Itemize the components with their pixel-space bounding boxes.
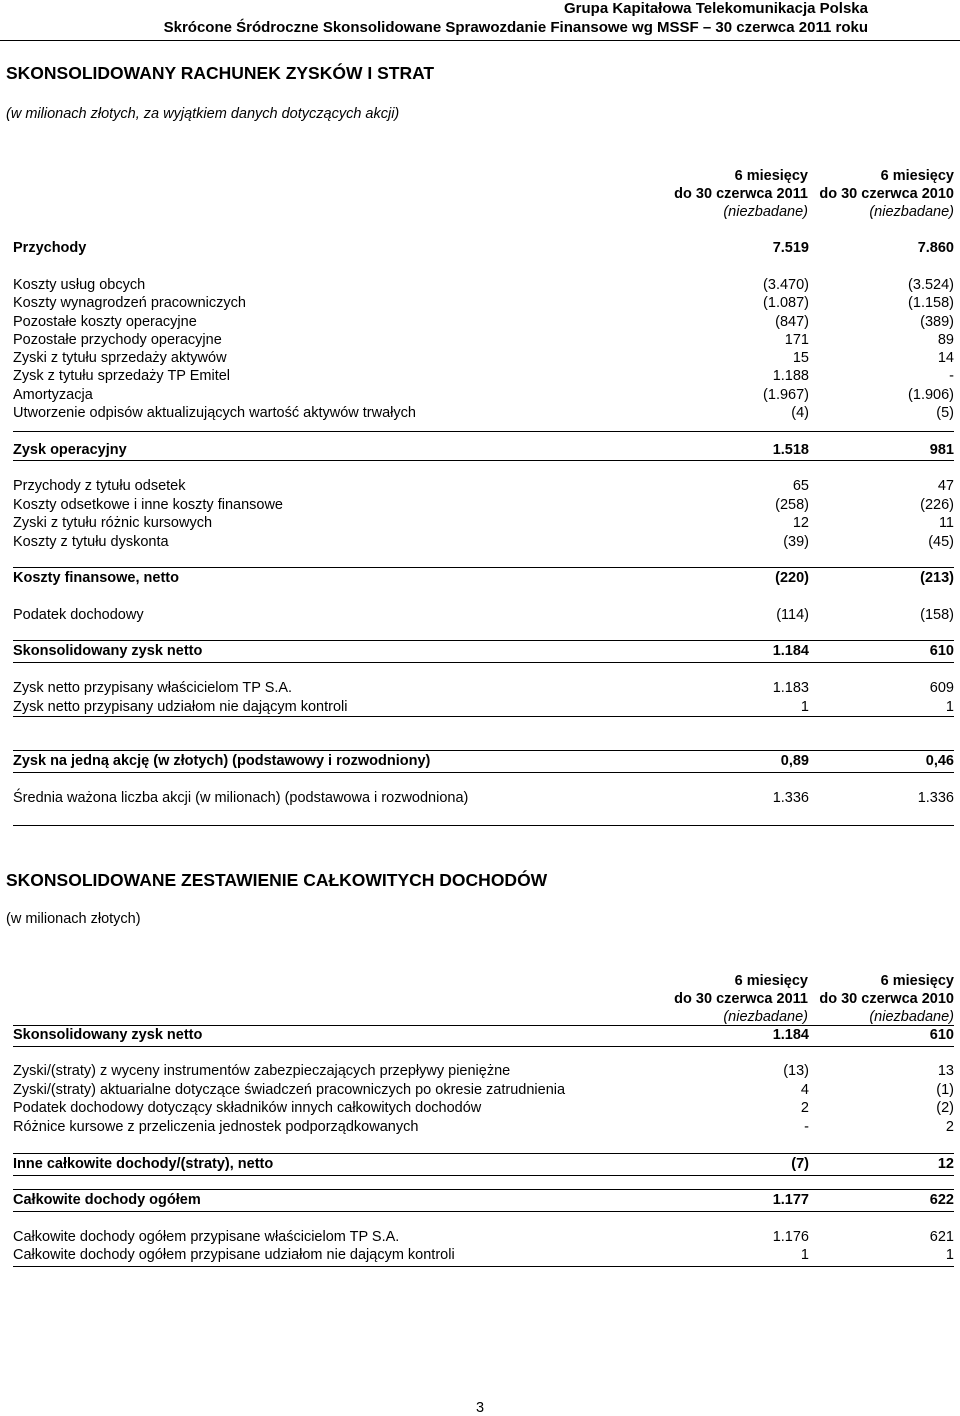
row-value-2011: - <box>804 1119 809 1135</box>
row-label: Koszty odsetkowe i inne koszty finansowe <box>13 497 283 513</box>
col-period: 6 miesięcy <box>880 168 954 184</box>
col-date: do 30 czerwca 2010 <box>819 186 954 202</box>
row-value-2010: (1.158) <box>908 295 954 311</box>
row-label: Skonsolidowany zysk netto <box>13 643 203 659</box>
row-label: Zysk z tytułu sprzedaży TP Emitel <box>13 368 231 384</box>
comprehensive-income-title: SKONSOLIDOWANE ZESTAWIENIE CAŁKOWITYCH DOCHODÓW <box>6 870 548 890</box>
row-label: Zysk operacyjny <box>13 442 127 458</box>
row-value-2010: 7.860 <box>917 240 954 256</box>
row-label: Koszty wynagrodzeń pracowniczych <box>13 295 246 311</box>
row-value-2011: (1.967) <box>763 387 809 403</box>
row-value-2010: 13 <box>937 1063 954 1079</box>
separator-line <box>13 750 954 751</box>
row-value-2010: 12 <box>937 1156 954 1172</box>
row-other-comprehensive-income <box>13 1156 954 1175</box>
separator-line <box>13 431 954 432</box>
row-net-finance-costs <box>13 570 954 589</box>
table-row <box>13 405 954 424</box>
table-row <box>13 368 954 387</box>
table-row <box>13 515 954 534</box>
row-label: Zyski/(straty) z wyceny instrumentów zabezpieczających przepływy pieniężne <box>13 1063 511 1079</box>
table-row <box>13 332 954 351</box>
row-value-2010: (1.906) <box>908 387 954 403</box>
row-value-2011: 4 <box>800 1082 809 1098</box>
row-value-2011: 1.188 <box>772 368 809 384</box>
separator-line <box>13 716 954 717</box>
row-value-2011: 12 <box>792 515 809 531</box>
row-label: Przychody z tytułu odsetek <box>13 478 186 494</box>
table-row <box>13 534 954 553</box>
row-value-2011: 1.184 <box>772 1027 809 1043</box>
row-value-2010: 981 <box>929 442 954 458</box>
row-value-2011: (114) <box>776 607 809 623</box>
row-total-comprehensive-income <box>13 1192 954 1211</box>
row-value-2011: 171 <box>784 332 809 348</box>
header-rule <box>0 40 960 41</box>
row-value-2010: (389) <box>920 314 954 330</box>
row-value-2010: 47 <box>937 478 954 494</box>
table-row <box>13 1247 954 1266</box>
table-row <box>13 1063 954 1082</box>
row-label: Podatek dochodowy dotyczący składników innych całkowitych dochodów <box>13 1100 482 1116</box>
row-value-2010: (158) <box>920 607 954 623</box>
row-value-2010: 610 <box>929 643 954 659</box>
table-row <box>13 680 954 699</box>
row-label: Zyski z tytułu różnic kursowych <box>13 515 213 531</box>
row-value-2010: - <box>949 368 954 384</box>
row-value-2010: 622 <box>929 1192 954 1208</box>
row-value-2011: 1 <box>800 1247 809 1263</box>
col-date: do 30 czerwca 2011 <box>674 186 808 202</box>
table-row <box>13 1229 954 1248</box>
row-value-2010: 609 <box>929 680 954 696</box>
row-value-2011: (1.087) <box>763 295 809 311</box>
separator-line <box>13 567 954 568</box>
row-label: Różnice kursowe z przeliczenia jednostek podporządkowanych <box>13 1119 419 1135</box>
col-audit-status: (niezbadane) <box>723 204 808 220</box>
table-row <box>13 497 954 516</box>
separator-line <box>13 1046 954 1047</box>
table-row <box>13 277 954 296</box>
row-value-2010: 89 <box>937 332 954 348</box>
row-label: Utworzenie odpisów aktualizujących wartość aktywów trwałych <box>13 405 416 421</box>
comprehensive-col1-header <box>674 972 808 1026</box>
row-label: Amortyzacja <box>13 387 93 403</box>
row-value-2011: (3.470) <box>763 277 809 293</box>
row-value-2011: 1.176 <box>772 1229 809 1245</box>
row-value-2011: (7) <box>791 1156 809 1172</box>
row-value-2010: 1 <box>945 699 954 715</box>
report-title: Skrócone Śródroczne Skonsolidowane Sprawozdanie Finansowe wg MSSF – 30 czerwca 2011 roku <box>163 19 868 36</box>
row-value-2010: 14 <box>937 350 954 366</box>
col-audit-status: (niezbadane) <box>723 1009 808 1025</box>
col-audit-status: (niezbadane) <box>869 1009 954 1025</box>
col-date: do 30 czerwca 2010 <box>819 991 954 1007</box>
row-revenue <box>13 240 954 259</box>
row-value-2010: (2) <box>936 1100 954 1116</box>
row-label: Pozostałe przychody operacyjne <box>13 332 222 348</box>
separator-line <box>13 772 954 773</box>
row-label: Koszty finansowe, netto <box>13 570 179 586</box>
row-value-2010: (5) <box>936 405 954 421</box>
col-period: 6 miesięcy <box>734 168 808 184</box>
row-value-2011: 2 <box>800 1100 809 1116</box>
separator-line <box>13 640 954 641</box>
separator-line <box>13 825 954 826</box>
row-value-2011: 1.184 <box>772 643 809 659</box>
col-period: 6 miesięcy <box>880 973 954 989</box>
table-row <box>13 350 954 369</box>
separator-line <box>13 1211 954 1212</box>
row-label: Koszty usług obcych <box>13 277 146 293</box>
page-number: 3 <box>475 1400 485 1416</box>
table-row <box>13 607 954 626</box>
company-name: Grupa Kapitałowa Telekomunikacja Polska <box>564 0 868 17</box>
row-value-2011: (258) <box>775 497 809 513</box>
row-label: Całkowite dochody ogółem <box>13 1192 201 1208</box>
row-value-2010: (213) <box>920 570 954 586</box>
row-label: Zysk na jedną akcję (w złotych) (podstawowy i rozwodniony) <box>13 753 431 769</box>
row-value-2010: (226) <box>920 497 954 513</box>
table-row <box>13 1119 954 1138</box>
row-net-profit <box>13 643 954 662</box>
income-col1-header <box>674 167 808 221</box>
row-value-2010: (1) <box>936 1082 954 1098</box>
row-value-2011: (847) <box>775 314 809 330</box>
row-value-2010: 621 <box>929 1229 954 1245</box>
row-value-2011: 65 <box>792 478 809 494</box>
row-value-2011: (220) <box>775 570 809 586</box>
col-audit-status: (niezbadane) <box>869 204 954 220</box>
row-label: Średnia ważona liczba akcji (w milionach) (podstawowa i rozwodniona) <box>13 790 469 806</box>
row-value-2011: 7.519 <box>772 240 809 256</box>
row-eps <box>13 753 954 772</box>
row-label: Zyski/(straty) aktuarialne dotyczące świadczeń pracowniczych po okresie zatrudnienia <box>13 1082 566 1098</box>
table-row <box>13 314 954 333</box>
row-value-2011: 1.177 <box>772 1192 809 1208</box>
row-value-2011: 1.336 <box>772 790 809 806</box>
table-row <box>13 295 954 314</box>
separator-line <box>13 662 954 663</box>
row-value-2010: (45) <box>928 534 954 550</box>
row-value-2011: 15 <box>792 350 809 366</box>
row-value-2011: 1.518 <box>772 442 809 458</box>
income-col2-header <box>819 167 954 221</box>
col-date: do 30 czerwca 2011 <box>674 991 808 1007</box>
row-net-profit <box>13 1027 954 1046</box>
row-label: Koszty z tytułu dyskonta <box>13 534 169 550</box>
col-period: 6 miesięcy <box>734 973 808 989</box>
row-value-2010: 1 <box>945 1247 954 1263</box>
row-label: Skonsolidowany zysk netto <box>13 1027 203 1043</box>
comprehensive-col2-header <box>819 972 954 1026</box>
row-value-2011: (39) <box>783 534 809 550</box>
row-label: Całkowite dochody ogółem przypisane udziałom nie dającym kontroli <box>13 1247 455 1263</box>
income-statement-subtitle: (w milionach złotych, za wyjątkiem danych dotyczących akcji) <box>6 106 400 122</box>
table-row <box>13 478 954 497</box>
separator-line <box>13 1266 954 1267</box>
row-label: Inne całkowite dochody/(straty), netto <box>13 1156 274 1172</box>
row-label: Podatek dochodowy <box>13 607 144 623</box>
row-value-2010: 0,46 <box>925 753 954 769</box>
table-row <box>13 1100 954 1119</box>
row-value-2010: 2 <box>945 1119 954 1135</box>
row-value-2010: (3.524) <box>908 277 954 293</box>
row-value-2011: 0,89 <box>780 753 809 769</box>
row-value-2011: 1.183 <box>772 680 809 696</box>
table-row <box>13 1082 954 1101</box>
row-value-2011: (4) <box>791 405 809 421</box>
row-value-2010: 11 <box>938 515 954 531</box>
table-row <box>13 790 954 809</box>
separator-line <box>13 1025 954 1026</box>
row-value-2011: 1 <box>800 699 809 715</box>
row-label: Zysk netto przypisany udziałom nie dającym kontroli <box>13 699 348 715</box>
separator-line <box>13 1153 954 1154</box>
row-value-2010: 1.336 <box>917 790 954 806</box>
row-label: Zyski z tytułu sprzedaży aktywów <box>13 350 227 366</box>
income-statement-title: SKONSOLIDOWANY RACHUNEK ZYSKÓW I STRAT <box>6 63 435 83</box>
row-label: Przychody <box>13 240 87 256</box>
row-label: Całkowite dochody ogółem przypisane właścicielom TP S.A. <box>13 1229 400 1245</box>
separator-line <box>13 1175 954 1176</box>
comprehensive-income-subtitle: (w milionach złotych) <box>6 911 141 927</box>
row-label: Pozostałe koszty operacyjne <box>13 314 197 330</box>
separator-line <box>13 460 954 461</box>
separator-line <box>13 1189 954 1190</box>
row-operating-profit <box>13 442 954 461</box>
row-value-2011: (13) <box>783 1063 809 1079</box>
row-value-2010: 610 <box>929 1027 954 1043</box>
table-row <box>13 387 954 406</box>
row-label: Zysk netto przypisany właścicielom TP S.A. <box>13 680 293 696</box>
